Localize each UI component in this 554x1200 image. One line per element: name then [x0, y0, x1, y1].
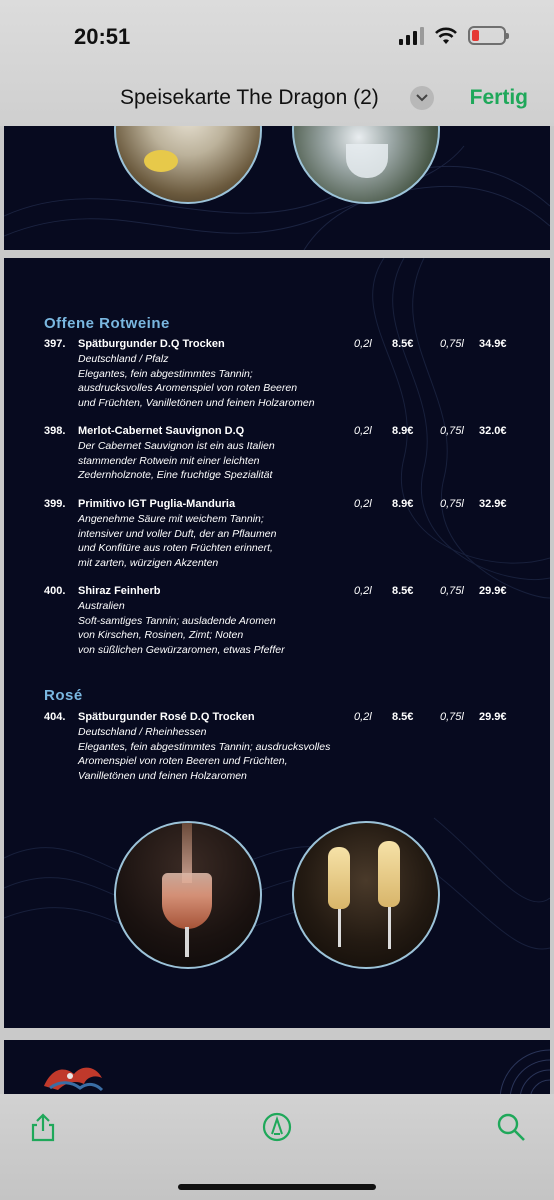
sparkling-wine-photo [292, 821, 440, 969]
small-price: 8.9€ [392, 425, 414, 437]
chevron-down-icon[interactable] [410, 86, 434, 110]
document-title[interactable]: Speisekarte The Dragon (2) [120, 86, 379, 109]
wine-item [44, 425, 544, 481]
wine-number: 397. [44, 338, 66, 350]
small-quantity: 0,2l [354, 711, 372, 723]
markup-pen-icon[interactable] [262, 1112, 292, 1142]
large-quantity: 0,75l [440, 425, 464, 437]
white-wine-photo [292, 126, 440, 204]
large-quantity: 0,75l [440, 338, 464, 350]
wine-number: 404. [44, 711, 66, 723]
wine-description: Deutschland / Pfalz Elegantes, fein abgestimmtes Tannin; ausdrucksvolles Aromenspiel von roten Beeren und Früchten, Vanilletönen und feinen Holzaromen [78, 353, 315, 409]
small-price: 8.5€ [392, 585, 414, 597]
wine-item [44, 585, 544, 655]
wifi-icon [434, 27, 458, 45]
background-pattern [4, 126, 550, 250]
large-price: 34.9€ [479, 338, 507, 350]
small-price: 8.9€ [392, 498, 414, 510]
wine-name: Shiraz Feinherb [78, 585, 161, 597]
small-quantity: 0,2l [354, 425, 372, 437]
dragon-logo-icon [40, 1060, 106, 1094]
large-quantity: 0,75l [440, 711, 464, 723]
wine-item [44, 338, 544, 408]
share-icon[interactable] [28, 1112, 58, 1142]
section-title-red-wines: Offene Rotweine [44, 315, 170, 332]
status-time: 20:51 [74, 24, 131, 49]
wine-number: 400. [44, 585, 66, 597]
large-price: 32.9€ [479, 498, 507, 510]
menu-page-2 [4, 258, 550, 1028]
section-title-rose: Rosé [44, 687, 83, 704]
small-price: 8.5€ [392, 711, 414, 723]
wine-name: Merlot-Cabernet Sauvignon D.Q [78, 425, 245, 437]
wine-number: 399. [44, 498, 66, 510]
wine-item [44, 711, 544, 781]
wine-description: Deutschland / Rheinhessen Elegantes, fein abgestimmtes Tannin; ausdrucksvolles Aromenspiel von roten Beeren und Früchten, Vanilletönen und feinen Holzaromen [78, 726, 331, 782]
search-icon[interactable] [496, 1112, 526, 1142]
wine-name: Primitivo IGT Puglia-Manduria [78, 498, 236, 510]
large-price: 32.0€ [479, 425, 507, 437]
menu-page-3 [4, 1040, 550, 1100]
menu-page-1 [4, 126, 550, 250]
wine-number: 398. [44, 425, 66, 437]
cellular-signal-icon [399, 27, 424, 45]
small-quantity: 0,2l [354, 498, 372, 510]
rose-wine-photo [114, 821, 262, 969]
home-indicator[interactable] [178, 1184, 376, 1190]
large-price: 29.9€ [479, 585, 507, 597]
small-price: 8.5€ [392, 338, 414, 350]
top-bar [0, 0, 554, 126]
status-icons [399, 26, 506, 45]
battery-icon [468, 26, 506, 45]
wine-description: Der Cabernet Sauvignon ist ein aus Italien stammender Rotwein mit einer leichten Zedernholznote, Eine fruchtige Spezialität [78, 440, 275, 482]
large-quantity: 0,75l [440, 585, 464, 597]
small-quantity: 0,2l [354, 585, 372, 597]
small-quantity: 0,2l [354, 338, 372, 350]
wine-name: Spätburgunder D.Q Trocken [78, 338, 225, 350]
lemonade-photo [114, 126, 262, 204]
wine-description: Australien Soft-samtiges Tannin; ausladende Aromen von Kirschen, Rosinen, Zimt; Noten von süßlichen Gewürzaromen, etwas Pfeffer [78, 600, 285, 656]
done-button[interactable]: Fertig [469, 86, 528, 109]
wine-item [44, 498, 544, 568]
large-price: 29.9€ [479, 711, 507, 723]
large-quantity: 0,75l [440, 498, 464, 510]
wine-description: Angenehme Säure mit weichem Tannin; intensiver und voller Duft, der an Pflaumen und Konfitüre aus roten Früchten erinnert, mit zarten, würzigen Akzenten [78, 513, 277, 569]
wine-name: Spätburgunder Rosé D.Q Trocken [78, 711, 255, 723]
